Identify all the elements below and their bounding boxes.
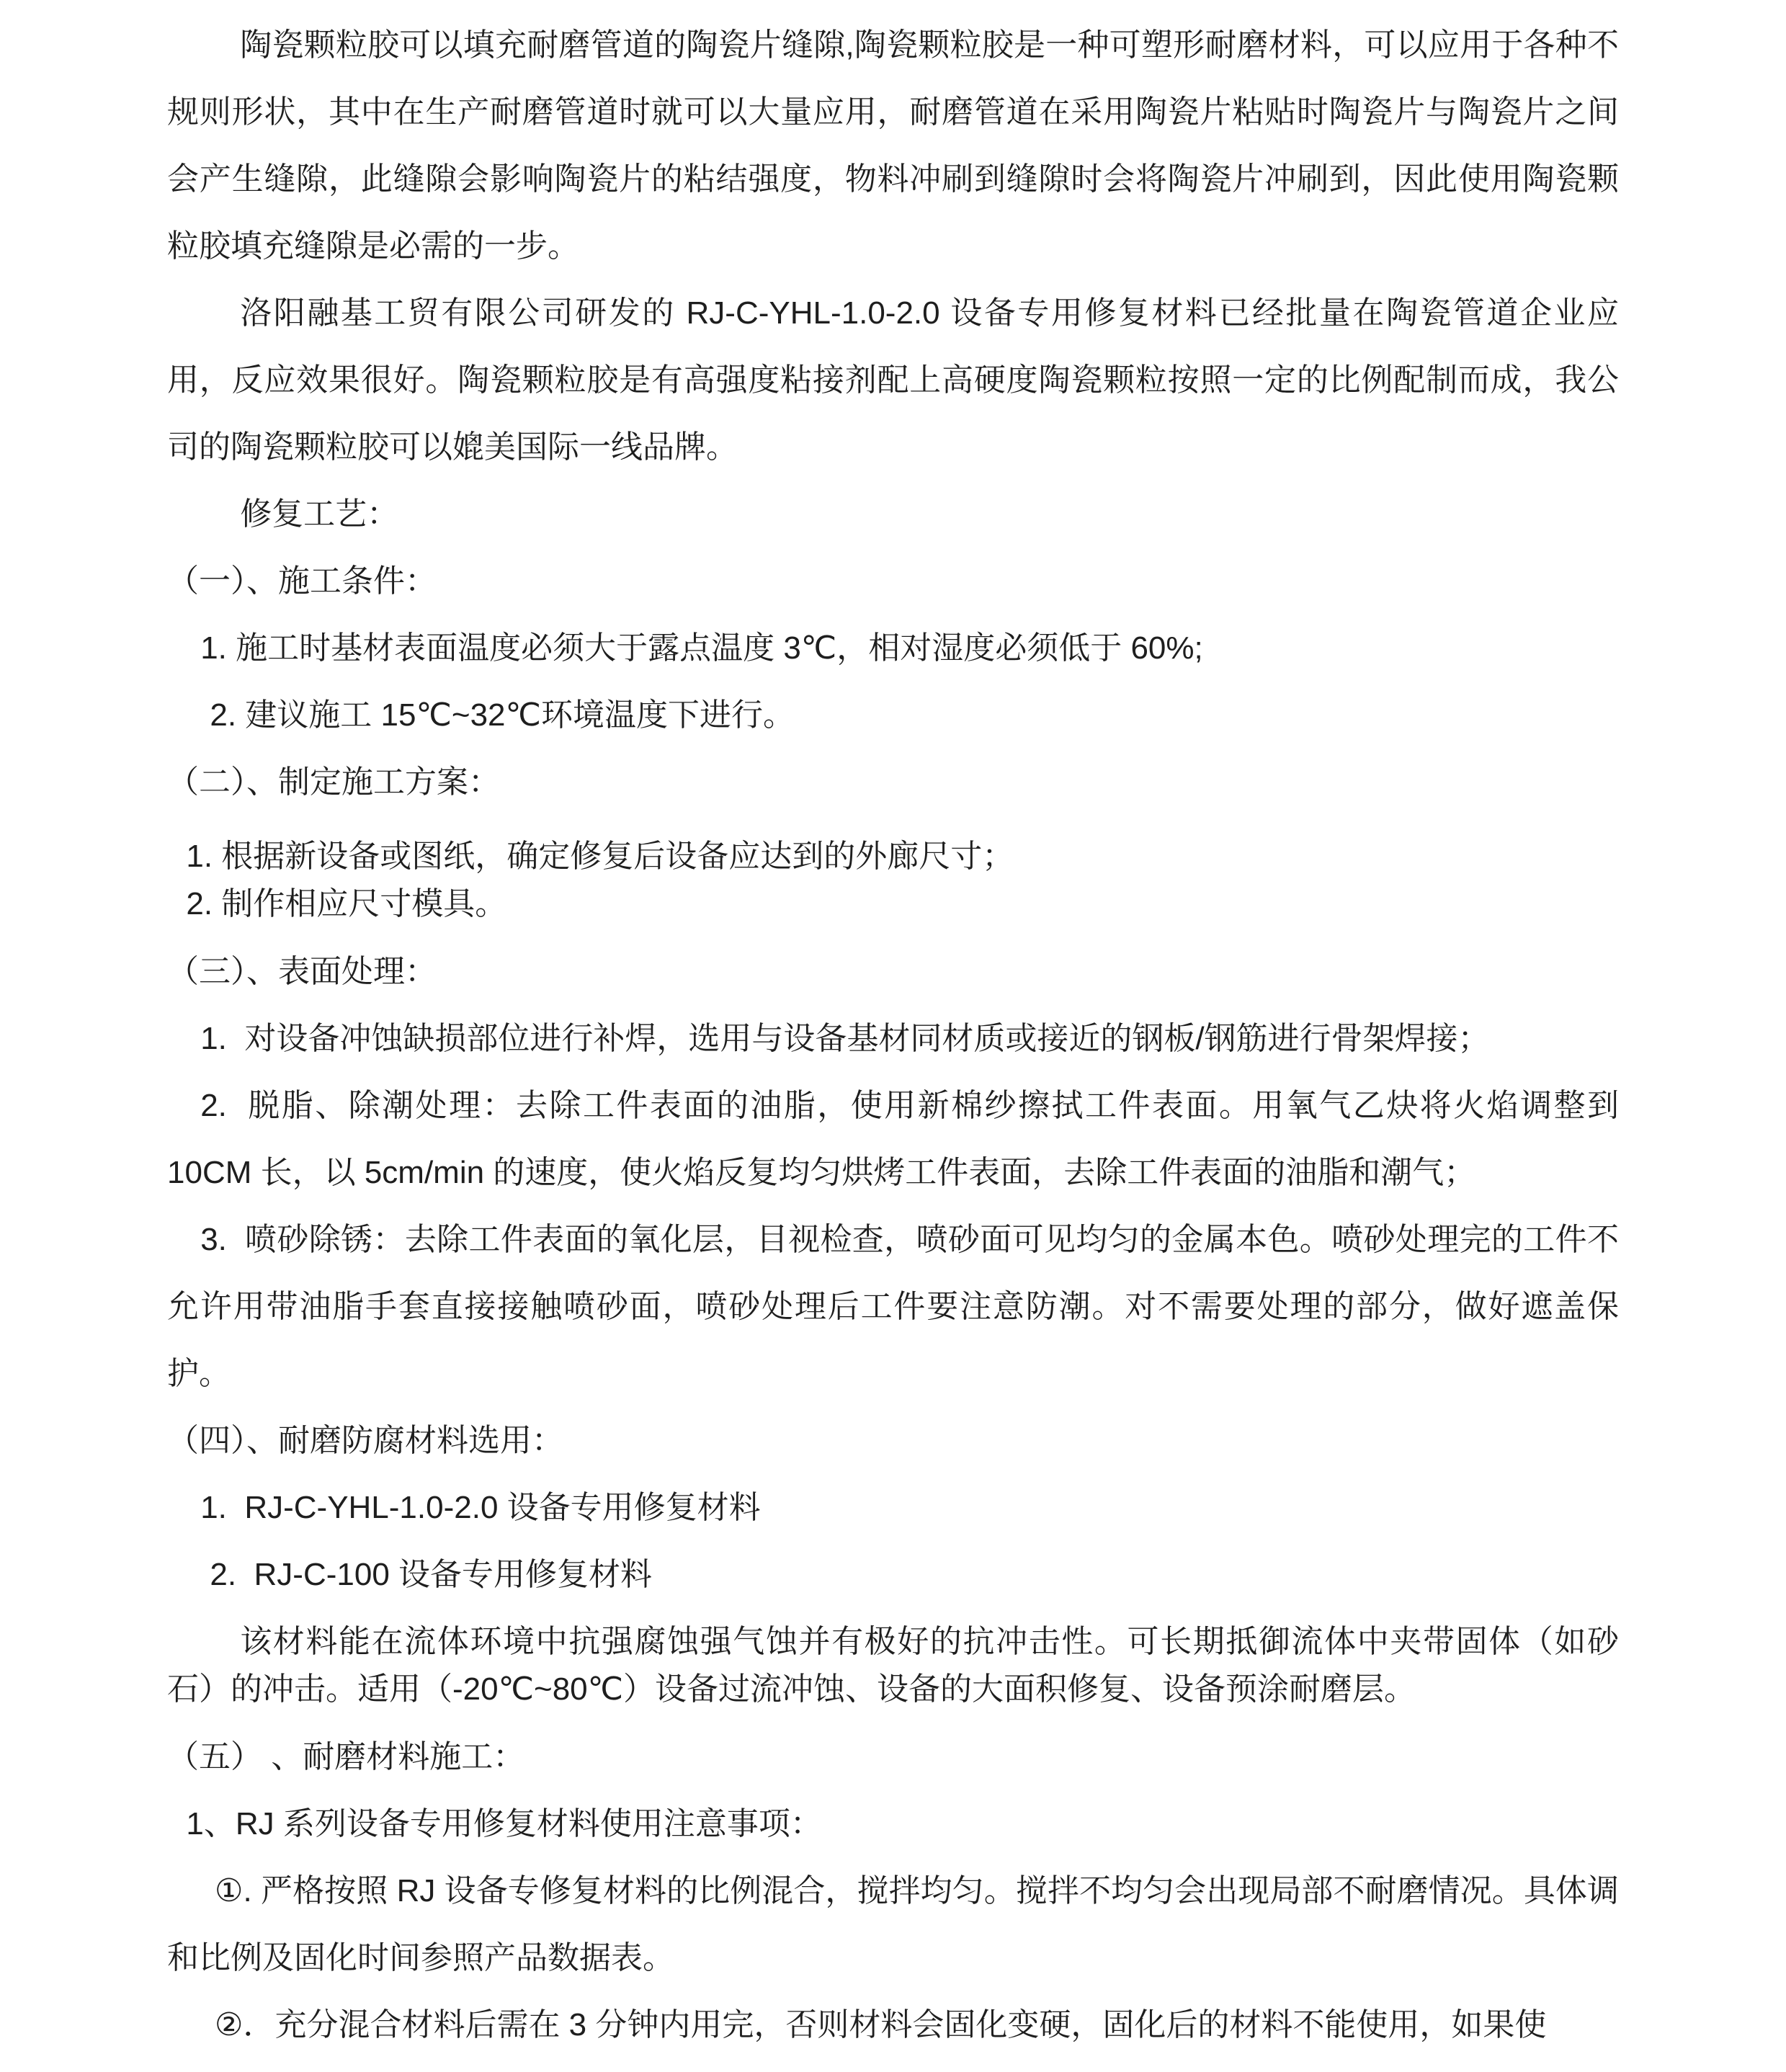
condition-item-2: 2. 建议施工 15℃~32℃环境温度下进行。 [210,697,795,733]
repair-process-label: 修复工艺： [240,496,399,532]
intro-paragraph: 陶瓷颗粒胶可以填充耐磨管道的陶瓷片缝隙,陶瓷颗粒胶是一种可塑形耐磨材料，可以应用于各种不规则形状，其中在生产耐磨管道时就可以大量应用，耐磨管道在采用陶瓷片粘贴时陶瓷片与陶瓷片之间会产生缝隙，此缝隙会影响陶瓷片的粘结强度，物料冲刷到缝隙时会将陶瓷片冲刷到，因此使用陶瓷颗粒胶填充缝隙是必需的一步。 [167,27,1619,264]
material-item-1: 1. RJ-C-YHL-1.0-2.0 设备专用修复材料 [200,1490,761,1525]
surface-item-2: 2. 脱脂、除潮处理：去除工件表面的油脂，使用新棉纱擦拭工件表面。用氧气乙炔将火焰调整到 10CM 长，以 5cm/min 的速度，使火焰反复均匀烘烤工件表面，去除工件表面的油脂和潮气； [167,1088,1628,1190]
plan-item-2: 2. 制作相应尺寸模具。 [186,886,507,921]
notice-item-2: ②．充分混合材料后需在 3 分钟内用完，否则材料会固化变硬，固化后的材料不能使用，如果使 [215,2007,1547,2042]
section-2-heading: （二）、制定施工方案： [167,764,500,800]
section-1-heading: （一）、施工条件： [167,563,437,599]
company-paragraph: 洛阳融基工贸有限公司研发的 RJ-C-YHL-1.0-2.0 设备专用修复材料已经批量在陶瓷管道企业应用，反应效果很好。陶瓷颗粒胶是有高强度粘接剂配上高硬度陶瓷颗粒按照一定的比例配制而成，我公司的陶瓷颗粒胶可以媲美国际一线品牌。 [167,295,1619,465]
surface-item-1: 1. 对设备冲蚀缺损部位进行补焊，选用与设备基材同材质或接近的钢板/钢筋进行骨架焊接； [200,1021,1490,1056]
section-5-heading: （五） 、耐磨材料施工： [167,1739,525,1774]
material-item-2: 2. RJ-C-100 设备专用修复材料 [210,1557,653,1592]
notice-item-1: ①. 严格按照 RJ 设备专修复材料的比例混合，搅拌均匀。搅拌不均匀会出现局部不耐磨情况。具体调和比例及固化时间参照产品数据表。 [167,1873,1619,1975]
condition-item-1: 1. 施工时基材表面温度必须大于露点温度 3℃，相对湿度必须低于 60%; [200,630,1203,666]
material-description: 该材料能在流体环境中抗强腐蚀强气蚀并有极好的抗冲击性。可长期抵御流体中夹带固体（如砂石）的冲击。适用（-20℃~80℃）设备过流冲蚀、设备的大面积修复、设备预涂耐磨层。 [167,1624,1619,1707]
plan-item-1: 1. 根据新设备或图纸，确定修复后设备应达到的外廊尺寸； [186,839,1014,874]
section-4-heading: （四）、耐磨防腐材料选用： [167,1423,563,1458]
section-3-heading: （三）、表面处理： [167,954,437,989]
usage-notice-heading: 1、RJ 系列设备专用修复材料使用注意事项： [186,1806,822,1841]
surface-item-3: 3. 喷砂除锈：去除工件表面的氧化层，目视检查，喷砂面可见均匀的金属本色。喷砂处理完的工件不允许用带油脂手套直接接触喷砂面，喷砂处理后工件要注意防潮。对不需要处理的部分，做好遮盖保护。 [167,1222,1619,1391]
